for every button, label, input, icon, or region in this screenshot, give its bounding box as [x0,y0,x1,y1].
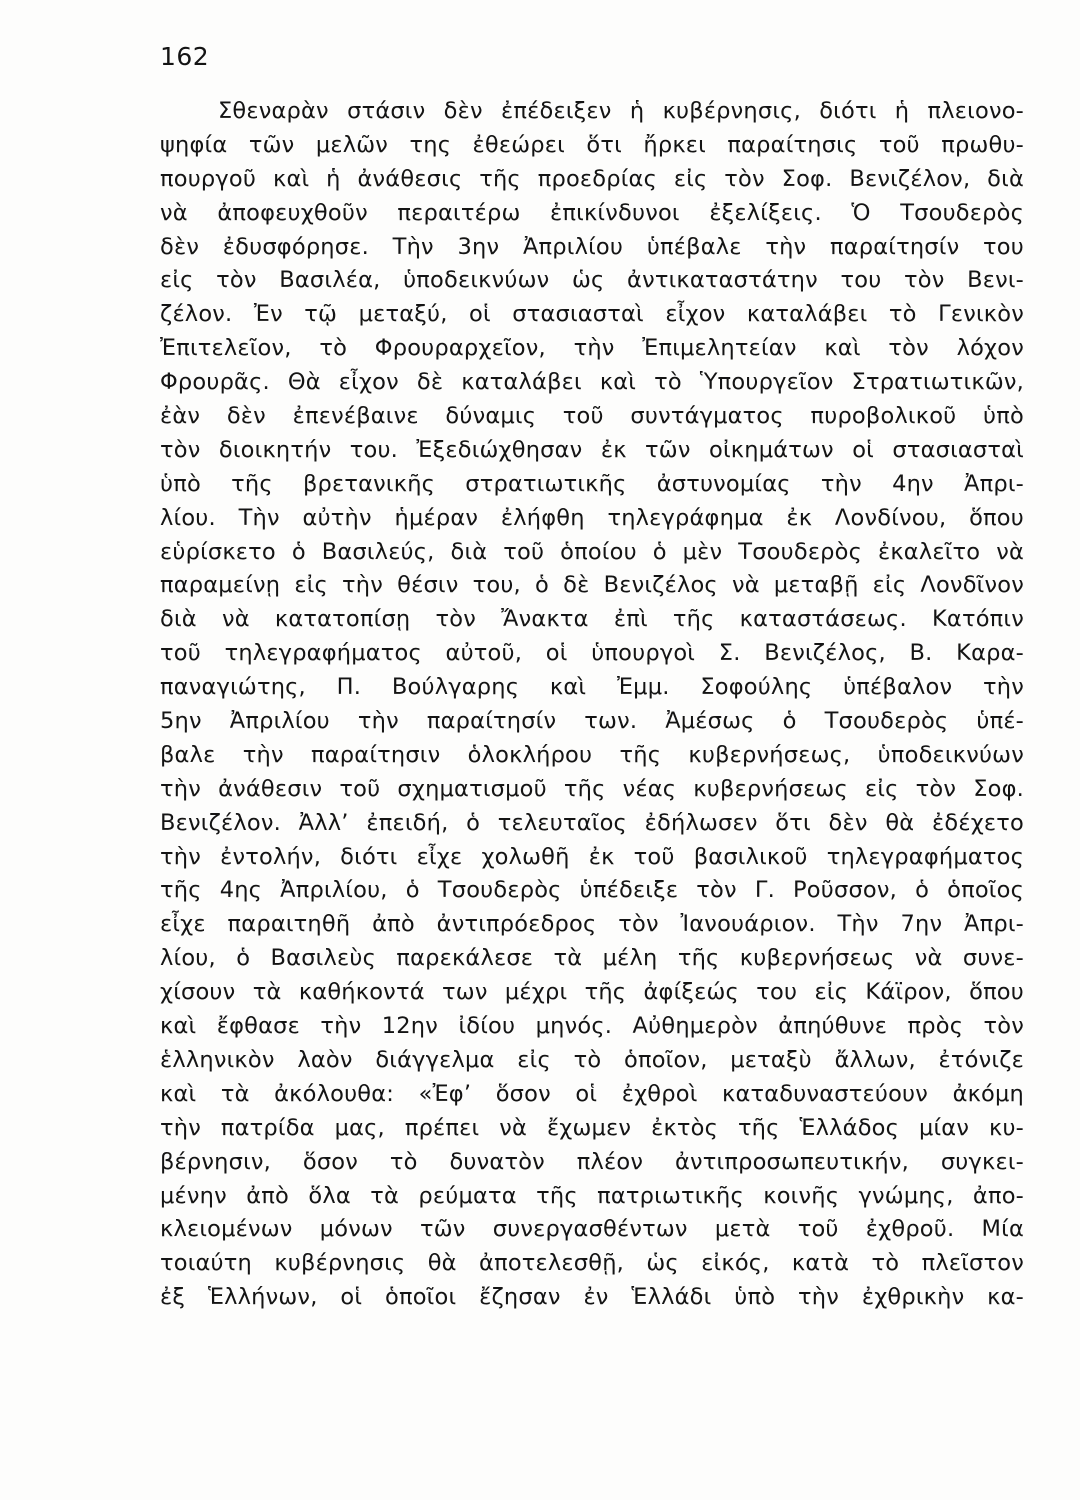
text-line: τὴν ἐντολήν, διότι εἶχε χολωθῆ ἐκ τοῦ βασιλικοῦ τηλεγραφήματος [160,843,1024,870]
text-line: ψηφία τῶν μελῶν της ἐθεώρει ὅτι ἤρκει παραίτησις τοῦ πρωθυ- [160,131,1024,158]
text-line: τῆς 4ης Ἀπριλίου, ὁ Τσουδερὸς ὑπέδειξε τὸν Γ. Ροῦσσον, ὁ ὁποῖος [160,877,1024,904]
text-line: παραμείνῃ εἰς τὴν θέσιν του, ὁ δὲ Βενιζέλος νὰ μεταβῇ εἰς Λονδῖνον [160,572,1024,599]
text-line: δὲν ἐδυσφόρησε. Τὴν 3ην Ἀπριλίου ὑπέβαλε τὴν παραίτησίν του [160,233,1024,260]
text-line: διὰ νὰ κατατοπίσῃ τὸν Ἄνακτα ἐπὶ τῆς καταστάσεως. Κατόπιν [160,606,1024,633]
text-line: μένην ἀπὸ ὅλα τὰ ρεύματα τῆς πατριωτικῆς κοινῆς γνώμης, ἀπο- [160,1182,1024,1209]
text-line: λίου, ὁ Βασιλεὺς παρεκάλεσε τὰ μέλη τῆς κυβερνήσεως νὰ συνε- [160,945,1024,972]
text-line: εὑρίσκετο ὁ Βασιλεύς, διὰ τοῦ ὁποίου ὁ μὲν Τσουδερὸς ἐκαλεῖτο νὰ [160,538,1024,565]
text-line: ζέλον. Ἐν τῷ μεταξύ, οἱ στασιασταὶ εἶχον καταλάβει τὸ Γενικὸν [160,301,1024,328]
text-line: Βενιζέλον. Ἀλλ’ ἐπειδή, ὁ τελευταῖος ἐδήλωσεν ὅτι δὲν θὰ ἐδέχετο [160,809,1024,836]
text-line: νὰ ἀποφευχθοῦν περαιτέρω ἐπικίνδυνοι ἐξελίξεις. Ὁ Τσουδερὸς [160,199,1024,226]
text-line: Σθεναρὰν στάσιν δὲν ἐπέδειξεν ἡ κυβέρνησις, διότι ἡ πλειονο- [218,98,1024,124]
text-line: λίου. Τὴν αὐτὴν ἡμέραν ἐλήφθη τηλεγράφημα ἐκ Λονδίνου, ὅπου [160,504,1024,531]
text-line: τοῦ τηλεγραφήματος αὐτοῦ, οἱ ὑπουργοὶ Σ. Βενιζέλος, Β. Καρα- [160,640,1024,667]
text-line: καὶ τὰ ἀκόλουθα: «Ἐφ’ ὅσον οἱ ἐχθροὶ καταδυναστεύουν ἀκόμη [160,1080,1024,1107]
text-line: τὴν ἀνάθεσιν τοῦ σχηματισμοῦ τῆς νέας κυβερνήσεως εἰς τὸν Σοφ. [160,775,1024,802]
text-line: παναγιώτης, Π. Βούλγαρης καὶ Ἐμμ. Σοφούλης ὑπέβαλον τὴν [160,674,1024,701]
text-line: ἐὰν δὲν ἐπενέβαινε δύναμις τοῦ συντάγματος πυροβολικοῦ ὑπὸ [160,403,1024,430]
text-line: τοιαύτη κυβέρνησις θὰ ἀποτελεσθῇ, ὡς εἰκός, κατὰ τὸ πλεῖστον [160,1250,1024,1277]
text-line: τὸν διοικητήν του. Ἐξεδιώχθησαν ἐκ τῶν οἰκημάτων οἱ στασιασταὶ [160,436,1024,463]
text-line: Ἐπιτελεῖον, τὸ Φρουραρχεῖον, τὴν Ἐπιμελητείαν καὶ τὸν λόχον [160,335,1024,362]
text-line: πουργοῦ καὶ ἡ ἀνάθεσις τῆς προεδρίας εἰς τὸν Σοφ. Βενιζέλον, διὰ [160,165,1024,192]
body-text [160,95,1024,1315]
page-number: 162 [160,42,210,71]
text-line: 5ην Ἀπριλίου τὴν παραίτησίν των. Ἀμέσως ὁ Τσουδερὸς ὑπέ- [160,708,1024,735]
text-line: εἰς τὸν Βασιλέα, ὑποδεικνύων ὡς ἀντικαταστάτην του τὸν Βενι- [160,267,1024,294]
text-line: ἑλληνικὸν λαὸν διάγγελμα εἰς τὸ ὁποῖον, μεταξὺ ἄλλων, ἐτόνιζε [160,1046,1024,1073]
text-line: εἶχε παραιτηθῆ ἀπὸ ἀντιπρόεδρος τὸν Ἰανουάριον. Τὴν 7ην Ἀπρι- [160,911,1024,938]
text-line: καὶ ἔφθασε τὴν 12ην ἰδίου μηνός. Αὐθημερὸν ἀπηύθυνε πρὸς τὸν [160,1013,1024,1040]
text-line: χίσουν τὰ καθήκοντά των μέχρι τῆς ἀφίξεώς του εἰς Κάϊρον, ὅπου [160,979,1024,1006]
text-line: τὴν πατρίδα μας, πρέπει νὰ ἔχωμεν ἐκτὸς τῆς Ἑλλάδος μίαν κυ- [160,1114,1024,1141]
text-line: βέρνησιν, ὅσον τὸ δυνατὸν πλέον ἀντιπροσωπευτικήν, συγκει- [160,1148,1024,1175]
text-line: κλειομένων μόνων τῶν συνεργασθέντων μετὰ τοῦ ἐχθροῦ. Μία [160,1216,1024,1243]
text-line: βαλε τὴν παραίτησιν ὁλοκλήρου τῆς κυβερνήσεως, ὑποδεικνύων [160,741,1024,768]
text-line: ἐξ Ἑλλήνων, οἱ ὁποῖοι ἔζησαν ἐν Ἑλλάδι ὑπὸ τὴν ἐχθρικὴν κα- [160,1284,1024,1311]
text-line: ὑπὸ τῆς βρετανικῆς στρατιωτικῆς ἀστυνομίας τὴν 4ην Ἀπρι- [160,470,1024,497]
text-line: Φρουρᾶς. Θὰ εἶχον δὲ καταλάβει καὶ τὸ Ὑπουργεῖον Στρατιωτικῶν, [160,369,1024,396]
